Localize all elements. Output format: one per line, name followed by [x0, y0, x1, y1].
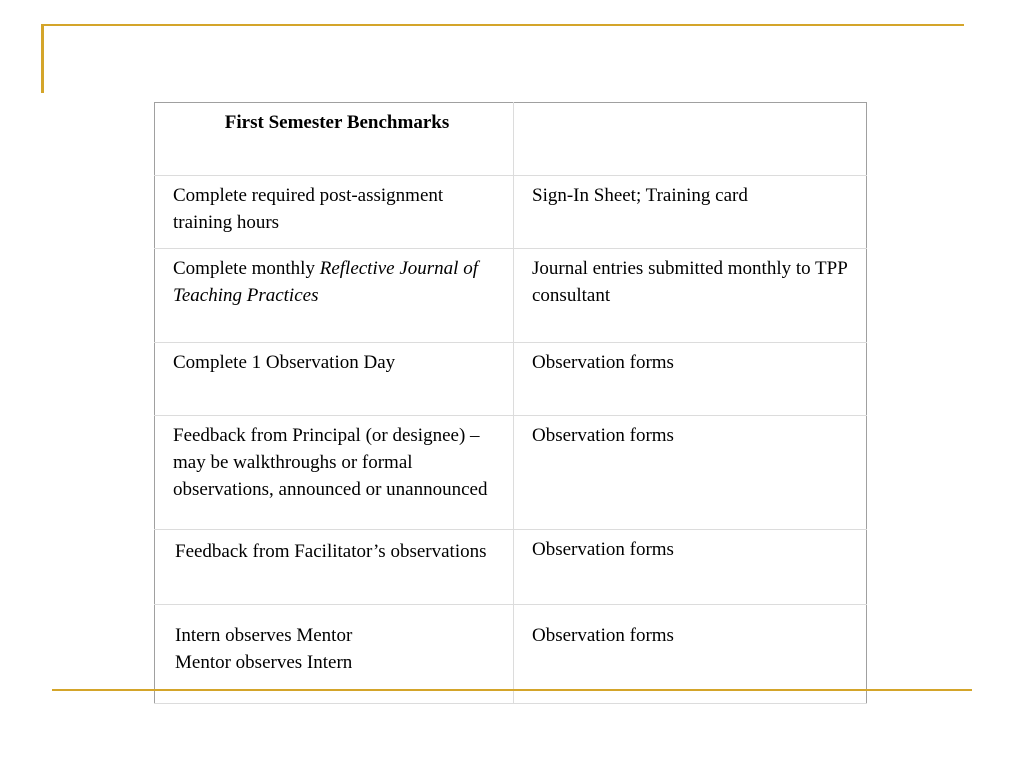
evidence-cell: Sign-In Sheet; Training card [514, 176, 867, 249]
left-accent-rule [41, 25, 44, 93]
header-benchmarks: First Semester Benchmarks [155, 103, 514, 176]
bottom-accent-rule [52, 689, 972, 691]
journal-title: Reflective Journal of Teaching Practices [173, 258, 478, 306]
table-row [155, 416, 867, 530]
table-row [155, 530, 867, 605]
benchmark-cell: Feedback from Facilitator’s observations [155, 530, 514, 605]
evidence-cell: Observation forms [514, 530, 867, 605]
benchmark-cell: Complete 1 Observation Day [155, 343, 514, 416]
table-row [155, 176, 867, 249]
benchmark-line: Intern observes Mentor [175, 625, 353, 646]
table-row [155, 343, 867, 416]
benchmark-cell: Feedback from Principal (or designee) – may be walkthroughs or formal observations, announced or unannounced [155, 416, 514, 530]
benchmark-cell [155, 249, 514, 343]
table-row [155, 249, 867, 343]
benchmark-line: Mentor observes Intern [175, 652, 353, 673]
benchmarks-table [154, 102, 867, 704]
header-evidence [514, 103, 867, 176]
benchmark-cell: Complete required post-assignment training hours [155, 176, 514, 249]
evidence-cell: Observation forms [514, 343, 867, 416]
table-header-row [155, 103, 867, 176]
benchmark-text: Complete monthly [173, 258, 320, 279]
top-accent-rule [41, 24, 964, 26]
evidence-cell: Journal entries submitted monthly to TPP consultant [514, 249, 867, 343]
evidence-cell: Observation forms [514, 416, 867, 530]
evidence-cell: Observation forms [514, 605, 867, 704]
